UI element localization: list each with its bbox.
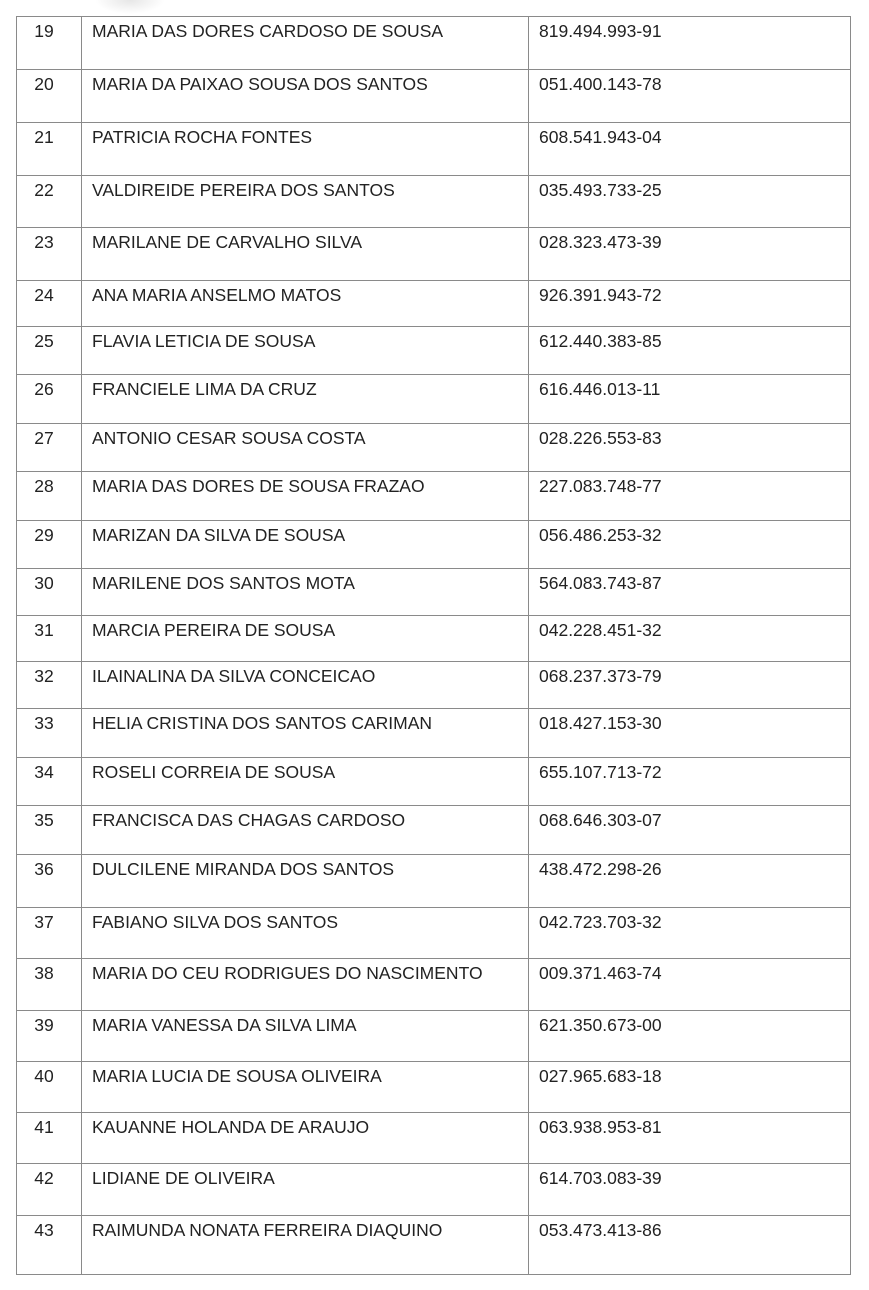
person-name: HELIA CRISTINA DOS SANTOS CARIMAN xyxy=(82,709,529,758)
table-row xyxy=(17,228,851,281)
cpf-number: 438.472.298-26 xyxy=(529,855,851,908)
person-name: ANA MARIA ANSELMO MATOS xyxy=(82,281,529,327)
row-number: 35 xyxy=(17,806,82,855)
row-number: 43 xyxy=(17,1216,82,1275)
row-number: 36 xyxy=(17,855,82,908)
person-name: ILAINALINA DA SILVA CONCEICAO xyxy=(82,662,529,709)
row-number: 29 xyxy=(17,521,82,569)
row-number: 20 xyxy=(17,70,82,123)
person-name: RAIMUNDA NONATA FERREIRA DIAQUINO xyxy=(82,1216,529,1275)
cpf-number: 564.083.743-87 xyxy=(529,569,851,616)
cpf-number: 655.107.713-72 xyxy=(529,758,851,806)
cpf-number: 614.703.083-39 xyxy=(529,1164,851,1216)
cpf-number: 068.237.373-79 xyxy=(529,662,851,709)
person-name: FABIANO SILVA DOS SANTOS xyxy=(82,908,529,959)
table-row xyxy=(17,281,851,327)
cpf-number: 042.228.451-32 xyxy=(529,616,851,662)
cpf-number: 926.391.943-72 xyxy=(529,281,851,327)
row-number: 33 xyxy=(17,709,82,758)
cpf-number: 028.323.473-39 xyxy=(529,228,851,281)
table-row xyxy=(17,424,851,472)
table-row xyxy=(17,569,851,616)
cpf-number: 053.473.413-86 xyxy=(529,1216,851,1275)
table-row xyxy=(17,70,851,123)
table-row xyxy=(17,375,851,424)
table-row xyxy=(17,1113,851,1164)
table-row xyxy=(17,472,851,521)
person-name: FRANCIELE LIMA DA CRUZ xyxy=(82,375,529,424)
table-row xyxy=(17,1216,851,1275)
cpf-number: 819.494.993-91 xyxy=(529,17,851,70)
cpf-number: 051.400.143-78 xyxy=(529,70,851,123)
person-name: DULCILENE MIRANDA DOS SANTOS xyxy=(82,855,529,908)
table-row xyxy=(17,327,851,375)
person-name: MARIA DO CEU RODRIGUES DO NASCIMENTO xyxy=(82,959,529,1011)
cpf-number: 227.083.748-77 xyxy=(529,472,851,521)
table-row xyxy=(17,758,851,806)
cpf-number: 068.646.303-07 xyxy=(529,806,851,855)
cpf-number: 027.965.683-18 xyxy=(529,1062,851,1113)
row-number: 21 xyxy=(17,123,82,176)
table-row xyxy=(17,855,851,908)
table-row xyxy=(17,123,851,176)
table-row xyxy=(17,521,851,569)
row-number: 31 xyxy=(17,616,82,662)
table-row xyxy=(17,959,851,1011)
table-row xyxy=(17,806,851,855)
person-name: VALDIREIDE PEREIRA DOS SANTOS xyxy=(82,176,529,228)
cpf-number: 009.371.463-74 xyxy=(529,959,851,1011)
person-name: MARILANE DE CARVALHO SILVA xyxy=(82,228,529,281)
table-row xyxy=(17,1011,851,1062)
person-name: MARIA DAS DORES DE SOUSA FRAZAO xyxy=(82,472,529,521)
cpf-number: 035.493.733-25 xyxy=(529,176,851,228)
person-name: ANTONIO CESAR SOUSA COSTA xyxy=(82,424,529,472)
row-number: 37 xyxy=(17,908,82,959)
person-name: PATRICIA ROCHA FONTES xyxy=(82,123,529,176)
row-number: 22 xyxy=(17,176,82,228)
person-name: MARIA DAS DORES CARDOSO DE SOUSA xyxy=(82,17,529,70)
table-row xyxy=(17,908,851,959)
cpf-number: 621.350.673-00 xyxy=(529,1011,851,1062)
row-number: 19 xyxy=(17,17,82,70)
person-name: MARIA VANESSA DA SILVA LIMA xyxy=(82,1011,529,1062)
row-number: 39 xyxy=(17,1011,82,1062)
row-number: 34 xyxy=(17,758,82,806)
cpf-number: 616.446.013-11 xyxy=(529,375,851,424)
row-number: 26 xyxy=(17,375,82,424)
table-row xyxy=(17,17,851,70)
person-name: MARIA LUCIA DE SOUSA OLIVEIRA xyxy=(82,1062,529,1113)
table-row xyxy=(17,662,851,709)
person-name: FLAVIA LETICIA DE SOUSA xyxy=(82,327,529,375)
person-name: MARILENE DOS SANTOS MOTA xyxy=(82,569,529,616)
row-number: 41 xyxy=(17,1113,82,1164)
row-number: 27 xyxy=(17,424,82,472)
person-name: LIDIANE DE OLIVEIRA xyxy=(82,1164,529,1216)
person-name: MARIZAN DA SILVA DE SOUSA xyxy=(82,521,529,569)
row-number: 23 xyxy=(17,228,82,281)
row-number: 30 xyxy=(17,569,82,616)
person-name: KAUANNE HOLANDA DE ARAUJO xyxy=(82,1113,529,1164)
table-row xyxy=(17,1062,851,1113)
table-row xyxy=(17,1164,851,1216)
cpf-number: 612.440.383-85 xyxy=(529,327,851,375)
roster-table xyxy=(16,16,851,1275)
table-row xyxy=(17,176,851,228)
person-name: MARCIA PEREIRA DE SOUSA xyxy=(82,616,529,662)
table-row xyxy=(17,616,851,662)
cpf-number: 028.226.553-83 xyxy=(529,424,851,472)
row-number: 42 xyxy=(17,1164,82,1216)
cpf-number: 608.541.943-04 xyxy=(529,123,851,176)
row-number: 28 xyxy=(17,472,82,521)
row-number: 32 xyxy=(17,662,82,709)
person-name: ROSELI CORREIA DE SOUSA xyxy=(82,758,529,806)
person-name: FRANCISCA DAS CHAGAS CARDOSO xyxy=(82,806,529,855)
page-shadow xyxy=(95,0,165,14)
row-number: 38 xyxy=(17,959,82,1011)
roster-body xyxy=(17,17,851,1275)
table-row xyxy=(17,709,851,758)
row-number: 40 xyxy=(17,1062,82,1113)
row-number: 25 xyxy=(17,327,82,375)
row-number: 24 xyxy=(17,281,82,327)
cpf-number: 063.938.953-81 xyxy=(529,1113,851,1164)
cpf-number: 056.486.253-32 xyxy=(529,521,851,569)
person-name: MARIA DA PAIXAO SOUSA DOS SANTOS xyxy=(82,70,529,123)
cpf-number: 042.723.703-32 xyxy=(529,908,851,959)
cpf-number: 018.427.153-30 xyxy=(529,709,851,758)
